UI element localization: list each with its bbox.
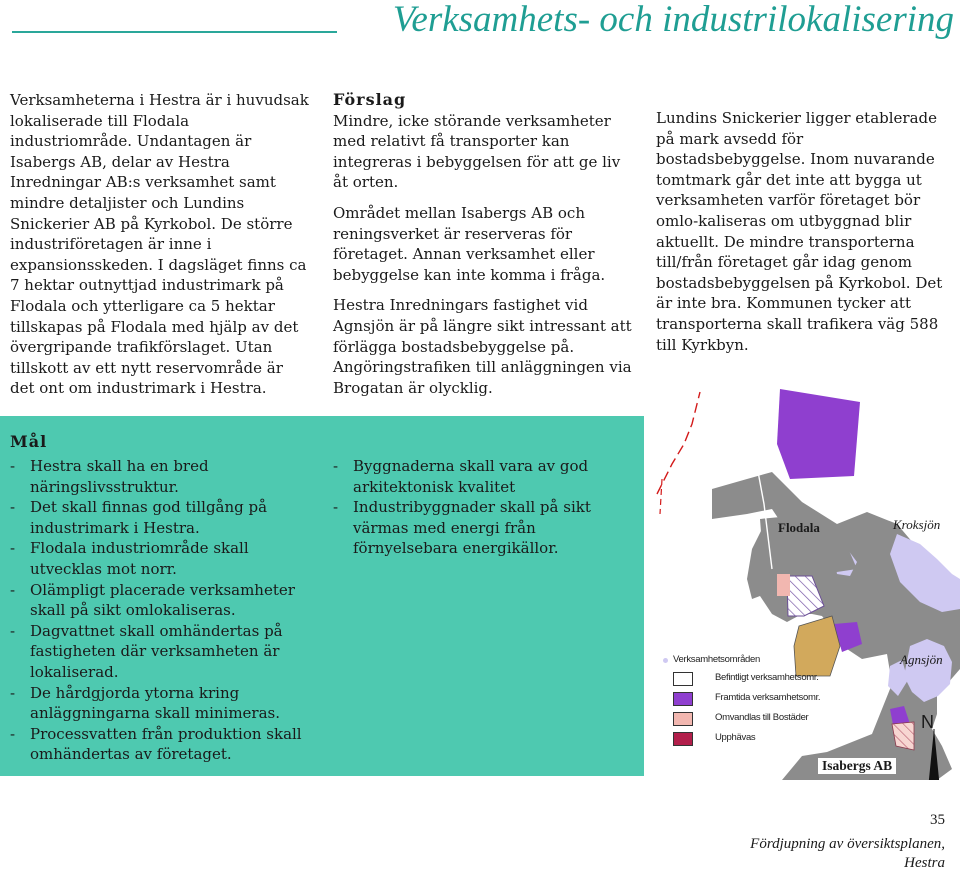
map-road (657, 392, 700, 494)
legend-label: Befintligt verksamhetsomr. (715, 672, 819, 683)
column-3 (656, 108, 956, 355)
goal-item: - Hestra skall ha en bred näringslivsstruktur. (8, 456, 310, 497)
map-label-kroksjon: Kroksjön (893, 517, 941, 532)
map-label-agnsjon: Agnsjön (900, 652, 943, 667)
map-future-area-north (777, 389, 860, 479)
legend-swatch (673, 692, 693, 706)
proposal-heading: Förslag (333, 90, 407, 109)
proposals-list (331, 456, 633, 559)
legend-label: Framtida verksamhetsomr. (715, 692, 821, 703)
legend-dot-icon (663, 658, 668, 663)
proposal-paragraph-2: Området mellan Isabergs AB och reningsverket är reserveras för företaget. Annan verksamhet eller bebyggelse kan inte komma i fråga. (333, 203, 606, 284)
map-label-isabergs: Isabergs AB (818, 758, 896, 774)
goal-item: - Flodala industriområde skall utvecklas mot norr. (8, 538, 310, 579)
legend-label: Upphävas (715, 732, 756, 743)
map-tan-area (794, 616, 840, 676)
document-name: Fördjupning av översiktsplanen, Hestra (750, 836, 945, 871)
proposal-item: - Industribyggnader skall på sikt värmas med energi från förnyelsebara energikällor. (331, 497, 633, 559)
proposal-item: - Byggnaderna skall vara av god arkitektonisk kvalitet (331, 456, 633, 497)
proposal-paragraph-1: Mindre, icke störande verksamheter med relativt få transporter kan integreras i bebyggelsen för att ge liv åt orten. (333, 111, 621, 192)
legend-label: Omvandlas till Bostäder (715, 712, 809, 723)
column-1-paragraph: Verksamheterna i Hestra är i huvudsak lokaliserade till Flodala industriområde. Undantagen är Isabergs AB, delar av Hestra Inredningar AB:s verksamhet samt mindre detaljister och Lundins Snickerier AB på Kyrkobol. De större industriföretagen är inne i expansionsskeden. I dagsläget finns ca 7 hektar outnyttjad industrimark på Flodala och ytterligare ca 5 hektar tillskapas på Flodala med hjälp av det övergripande trafikförslaget. Utan tillskott av ett nytt reservområde är det ont om industrimark i Hestra. (10, 91, 309, 398)
legend-swatch (673, 672, 693, 686)
proposal-paragraph-3: Hestra Inredningars fastighet vid Agnsjön är på längre sikt intressant att förlägga bostadsbebyggelse på. Angöringstrafiken till anläggningen via Brogatan är olycklig. (333, 296, 632, 397)
goal-item: - De hårdgjorda ytorna kring anläggningarna skall minimeras. (8, 683, 310, 724)
header-rule (12, 31, 337, 33)
goal-item: - Olämpligt placerade verksamheter skall på sikt omlokaliseras. (8, 580, 310, 621)
map-pink-area-1 (777, 574, 790, 596)
goals-list (8, 456, 310, 765)
column-2 (333, 90, 633, 398)
legend-swatch (673, 712, 693, 726)
column-3-paragraph: Lundins Snickerier ligger etablerade på mark avsedd för bostadsbebyggelse. Inom nuvarande tomtmark går det inte att bygga ut verksamheten varför företaget bör omlo-kaliseras om utbyggnad blir aktuellt. De mindre transporterna till/från företaget går idag genom bostadsbebyggelsen på Kyrkobol. Det är inte bra. Kommunen tycker att transporterna skall trafikera väg 588 till Kyrkbyn. (656, 109, 943, 354)
page-number: 35 (930, 812, 945, 828)
map-road-spur (660, 479, 662, 514)
map-label-flodala: Flodala (778, 520, 820, 535)
goal-item: - Dagvattnet skall omhändertas på fastigheten där verksamheten är lokaliserad. (8, 621, 310, 683)
legend-swatch (673, 732, 693, 746)
map-label-north: N (921, 712, 934, 732)
column-1 (10, 90, 310, 399)
goals-heading: Mål (10, 432, 48, 451)
goal-item: - Processvatten från produktion skall omhändertas av företaget. (8, 724, 310, 765)
page-title: Verksamhets- och industrilokalisering (392, 0, 954, 40)
legend-label: Verksamhetsområden (673, 654, 761, 665)
goal-item: - Det skall finnas god tillgång på industrimark i Hestra. (8, 497, 310, 538)
page-footer (715, 812, 945, 873)
